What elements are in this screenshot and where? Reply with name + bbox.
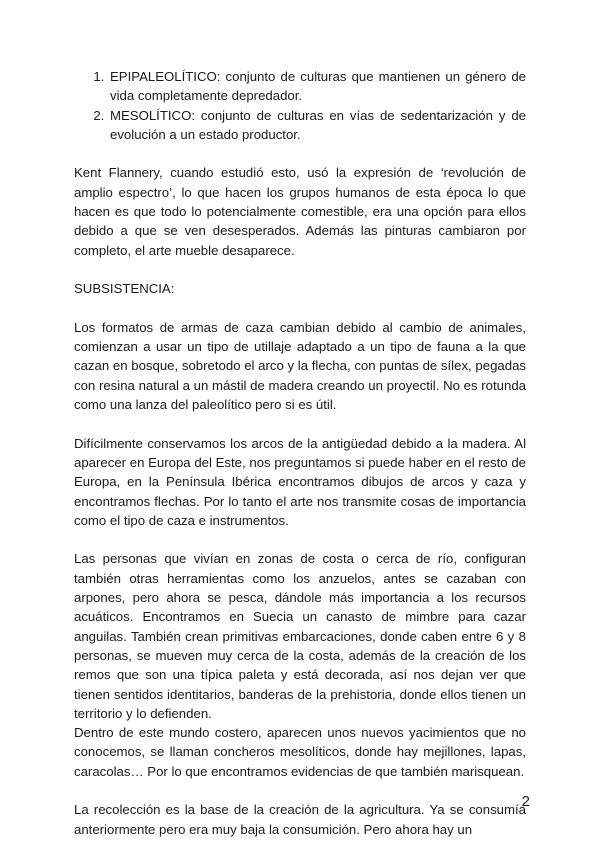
paragraph-arcos: Difícilmente conservamos los arcos de la antigüedad debido a la madera. Al aparecer en Europa del Este, nos preguntamos si puede haber en el resto de Europa, en la Península Ibérica encontramos dibujos de arcos y caza y encontramos flechas. Por lo tanto el arte nos transmite cosas de importancia como el tipo de caza e instrumentos.	[74, 435, 526, 528]
section-heading-subsistencia: SUBSISTENCIA:	[74, 281, 175, 297]
list-item-epipaleolitico: 1. EPIPALEOLÍTICO: conjunto de culturas que mantienen un género de vida completamente depredador.	[108, 67, 526, 106]
paragraph-armas-de-caza: Los formatos de armas de caza cambian debido al cambio de animales, comienzan a usar un tipo de utillaje adaptado a un tipo de fauna a la que cazan en bosque, sobretodo el arco y la flecha, con puntas de sílex, pegadas con resina natural a un mástil de madera creando un proyectil. No es rotunda como una lanza del paleolítico pero si es útil.	[74, 319, 526, 413]
page-number: 2	[521, 793, 530, 810]
paragraph-costa: Las personas que vivían en zonas de costa o cerca de río, configuran también otras herramientas como los anzuelos, antes se cazaban con arpones, pero ahora se pesca, dándole más importancia a los recursos acuáticos. Encontramos en Suecia un canasto de mimbre para cazar anguilas. También crean primitivas embarcaciones, donde caben entre 6 y 8 personas, se mueven muy cerca de la costa, además de la creación de los remos que son una típica paleta y está decorada, así nos dejan ver que tienen sentidos identitarios, banderas de la prehistoria, donde ellos tienen un territorio y lo defienden.	[74, 551, 526, 721]
paragraph-flannery: Kent Flannery, cuando estudió esto, usó la expresión de ‘revolución de amplio espectro’, lo que hacen los grupos humanos de esta época lo que hacen es que todo lo potencialmente comestible, era una opción para ellos debido a que se ven desesperados. Además las pinturas cambiaron por completo, el arte mueble desaparece.	[74, 165, 526, 258]
document-body	[74, 67, 526, 839]
list-item-mesolitico: 2. MESOLÍTICO: conjunto de culturas en vías de sedentarización y de evolución a un estado productor.	[108, 106, 526, 145]
period-definitions-list	[74, 67, 526, 144]
paragraph-recoleccion: La recolección es la base de la creación de la agricultura. Ya se consumía anteriormente pero era muy baja la consumición. Pero ahora hay un	[74, 802, 526, 837]
paragraph-concheros: Dentro de este mundo costero, aparecen unos nuevos yacimientos que no conocemos, se llaman concheros mesolíticos, donde hay mejillones, lapas, caracolas… Por lo que encontramos evidencias de que también marisquean.	[74, 725, 526, 779]
